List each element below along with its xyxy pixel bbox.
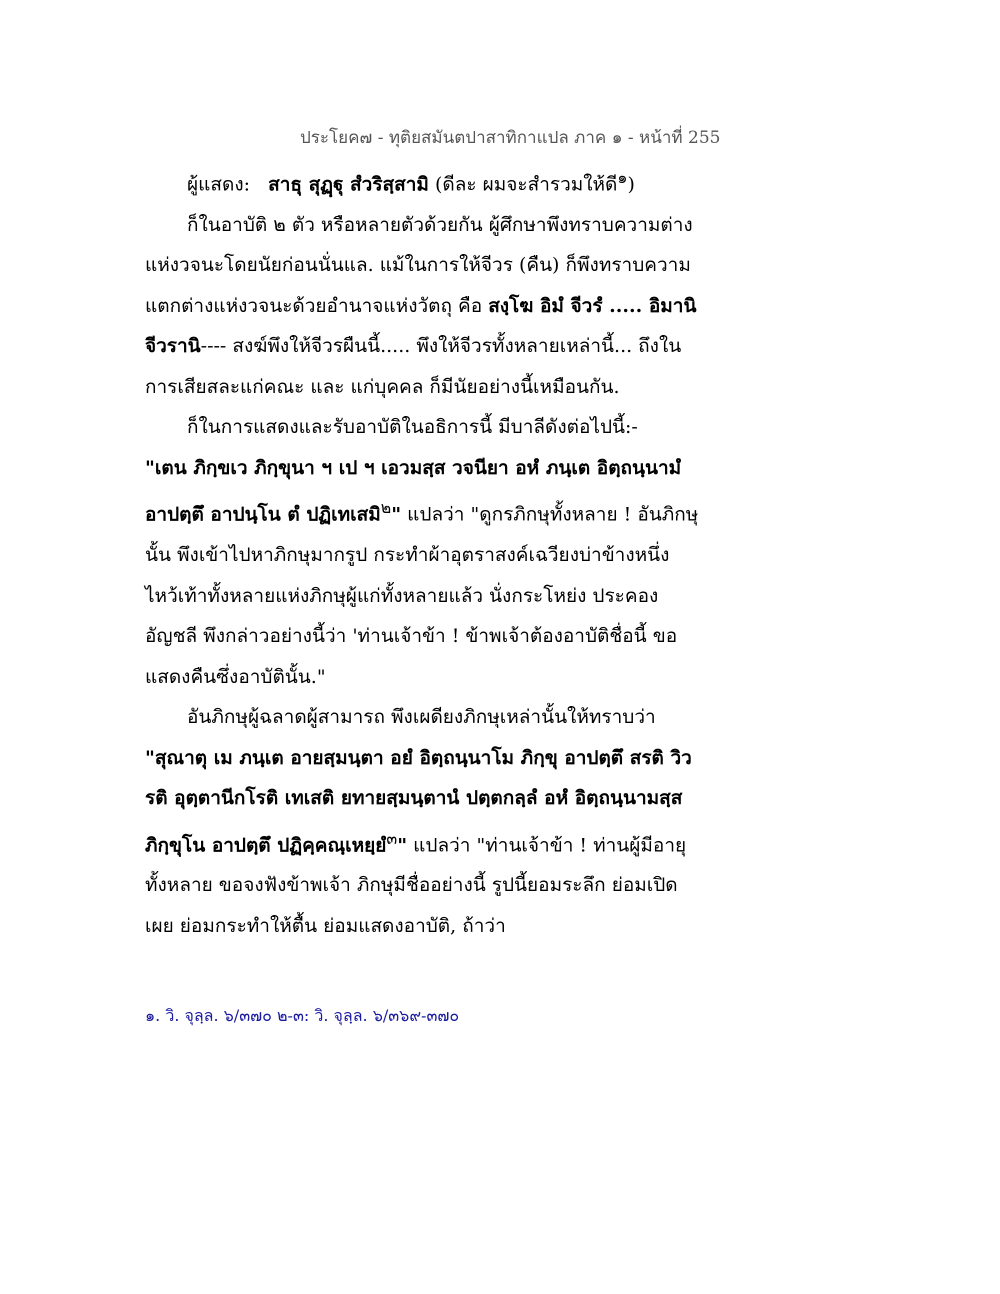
quote-close: " [391,503,402,526]
running-header: ประโยค๗ - ทุติยสมันตปาสาทิกาแปล ภาค ๑ - หน้าที่ 255 [300,128,721,148]
footnote-marker: ๑ [617,168,628,187]
translation-text: แปลว่า "ดูกรภิกษุทั้งหลาย ! อันภิกษุนั้น พึงเข้าไปหาภิกษุมากรูป กระทำผ้าอุตราสงค์เฉวียงบ่าข้างหนึ่ง ไหว้เท้าทั้งหลายแห่งภิกษุผู้แก่ทั้งหลายแล้ว นั่งกระโหย่ง ประคองอัญชลี พึงกล่าวอย่างนี้ว่า 'ท่านเจ้าข้า ! ข้าพเจ้าต้องอาบัติชื่อนี้ ขอแสดงคืนซึ่งอาบัตินั้น." [145,503,699,688]
closing-paren: ) [627,173,635,196]
translation-text: แปลว่า "ท่านเจ้าข้า ! ท่านผู้มีอายุทั้งหลาย ขอจงฟังข้าพเจ้า ภิกษุมีชื่ออย่างนี้ รูปนี้ยอมระลึก ย่อมเปิดเผย ย่อมกระทำให้ตื้น ย่อมแสดงอาบัติ, ถ้าว่า [145,833,687,937]
footnote-marker: ๓ [386,828,398,848]
paragraph-6 [145,738,705,947]
paragraph-3 [145,407,705,448]
pali-quote: "เตน ภิกฺขเว ภิกฺขุนา ฯ เป ฯ เอวมสฺส วจนียา อหํ ภนฺเต อิตฺถนฺนามํ อาปตฺตึ อาปนฺโน ตํ ปฏิเทเสมิ [145,456,682,526]
pali-quote: "สุณาตุ เม ภนฺเต อายสฺมนฺตา อยํ อิตฺถนฺนาโม ภิกฺขุ อาปตฺตึ สรติ วิวรติ อุตฺตานีกโรติ เทเสติ ยทายสฺมนฺตานํ ปตฺตกลฺลํ อหํ อิตฺถนฺนามสฺส ภิกฺขุโน อาปตฺตึ ปฏิคฺคณฺเหยฺยํ [145,746,692,856]
paragraph-4 [145,448,705,697]
paragraph-text: อันภิกษุผู้ฉลาดผู้สามารถ พึงเผดียงภิกษุเหล่านั้นให้ทราบว่า [187,706,656,729]
paragraph-text: ก็ในการแสดงและรับอาบัติในอธิการนี้ มีบาลีดังต่อไปนี้:- [187,416,638,439]
pali-phrase: สงฺโฆ อิมํ จีวรํ ..... อิมานิ จีวรานิ [145,294,697,358]
paragraph-text: ---- สงฆ์พึงให้จีวรผืนนี้..... พึงให้จีวรทั้งหลายเหล่านี้... ถึงในการเสียสละแก่คณะ และ แก่บุคคล ก็มีนัยอย่างนี้เหมือนกัน. [145,335,682,398]
paragraph-2 [145,205,705,408]
footnote: ๑. วิ. จุลฺล. ๖/๓๗๐ ๒-๓: วิ. จุลฺล. ๖/๓๖๙-๓๗๐ [145,1006,460,1025]
paragraph-5 [145,697,705,738]
speaker-label: ผู้แสดง: [187,173,250,196]
paragraph-1 [145,158,705,205]
footnote-marker: ๒ [380,498,392,518]
quote-close: " [397,833,408,856]
pali-phrase: สาธุ สุฏฺฐุ สํวริสฺสามิ [268,173,429,196]
body-text [145,158,705,946]
paragraph-text: ก็ในอาบัติ ๒ ตัว หรือหลายตัวด้วยกัน ผู้ศึกษาพึงทราบความต่างแห่งวจนะโดยนัยก่อนนั่นแล. แม้ในการให้จีวร (คืน) ก็พึงทราบความแตกต่างแห่งวจนะด้วยอำนาจแห่งวัตถุ คือ [145,213,693,317]
translation-text: (ดีละ ผมจะสำรวมให้ดี [428,173,618,196]
